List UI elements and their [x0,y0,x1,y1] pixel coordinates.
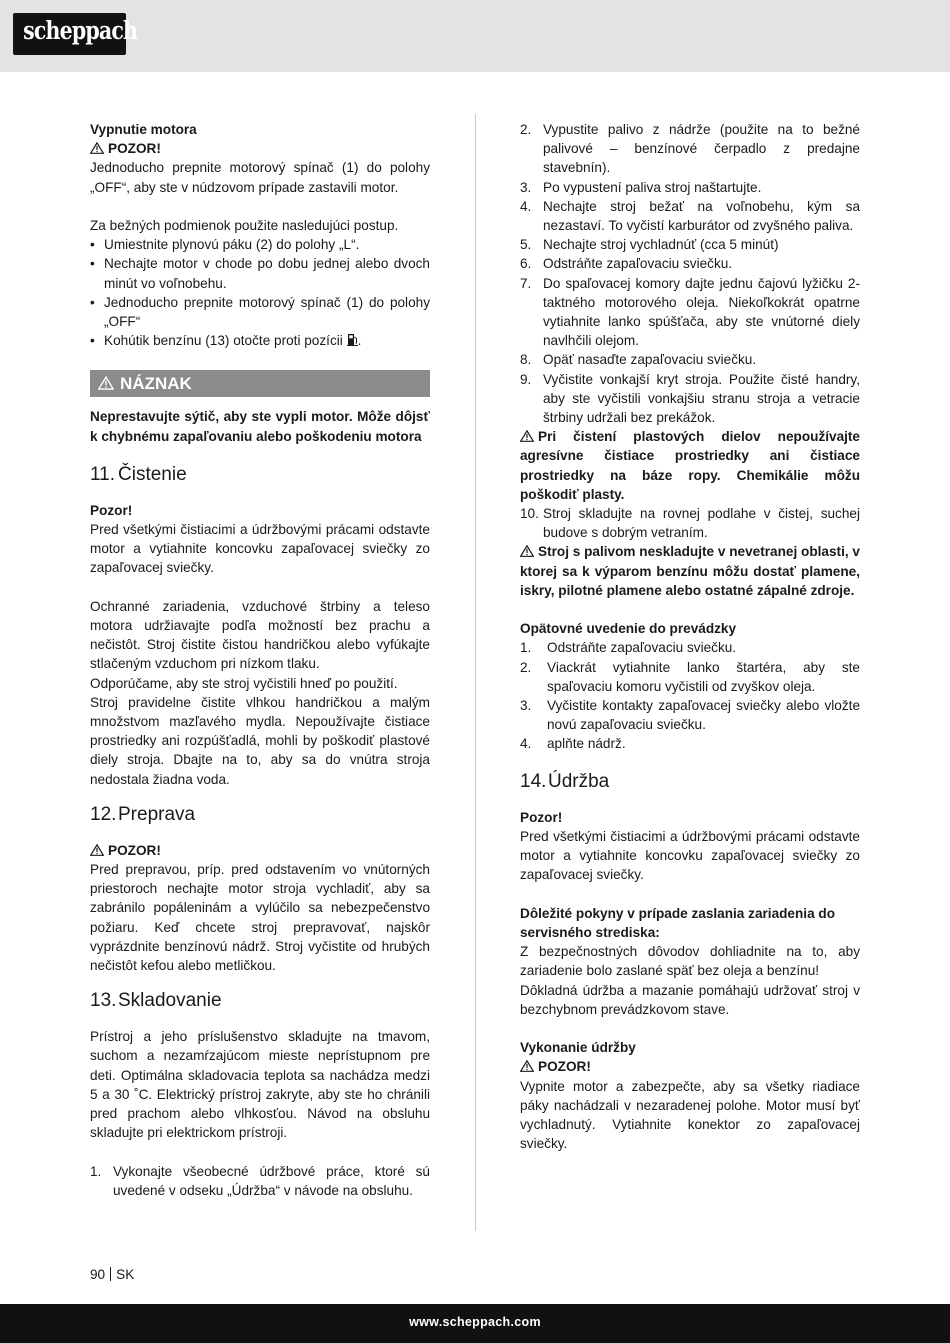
paragraph: Stroj pravidelne čistite vlhkou handričkou a malým množstvom mazľavého mydla. Nepoužívajte čistiace prostriedky ani rozpúšťadlá, mohli by poškodiť plastové diely stroja. Dbajte na to, aby sa do vnútra stroja nedostala žiadna voda. [90,694,430,787]
numbered-list [90,1162,430,1200]
warning-icon [90,844,104,856]
warning-icon [520,545,534,557]
section-heading-maintenance: 14.Údržba [520,770,610,792]
paragraph: Za bežných podmienok použite nasledujúci postup. [90,218,399,233]
page-number: 90 SK [90,1267,135,1282]
list-item: • Nechajte motor v chode po dobu jednej alebo dvoch minút vo voľnobehu. [90,254,430,292]
caution-label: POZOR! [520,1057,860,1076]
list-item: 6. Odstráňte zapaľovaciu sviečku. [520,256,733,272]
notice-banner: NÁZNAK [90,370,430,397]
numbered-list [520,504,860,542]
warning-text: Stroj s palivom neskladujte v nevetranej oblasti, v ktorej sa k výparom benzínu môžu dostať plamene, iskry, pilotné plamene alebo ostatné zápalné zdroje. [520,544,860,598]
bullet-list [90,235,430,350]
list-item: • Jednoducho prepnite motorový spínač (1) do polohy „OFF“ [90,293,430,331]
paragraph: Vypnite motor a zabezpečte, aby sa všetky riadiace páky nachádzali v nezaradenej polohe. Motor musí byť vychladnutý. Vytiahnite konektor zo zapaľovacej sviečky. [520,1078,860,1152]
warning-icon [520,430,534,442]
paragraph: Pred prepravou, príp. pred odstavením vo vnútorných priestoroch nechajte motor stroja vychladiť, aby sa zabránilo popáleninám a vylúčilo sa nebezpečenstvo požiaru. Keď chcete stroj prepravovať, najskôr vyprázdnite benzínovú nádrž. Stroj vyčistite od hrubých nečistôt kefou alebo metličkou. [90,862,430,974]
paragraph: Pred všetkými čistiacimi a údržbovými prácami odstavte motor a vytiahnite koncovku zapaľovacej sviečky zo zapaľovacej sviečky. [520,828,860,883]
numbered-list [520,120,860,427]
website-link[interactable]: www.scheppach.com [409,1315,541,1329]
maintenance-heading: Vykonanie údržby [520,1040,636,1056]
warning-text: Pri čistení plastových dielov nepoužívajte agresívne čistiace prostriedky ani čistiace prostriedky na báze ropy. Chemikálie môžu poškodiť plasty. [520,429,860,502]
list-item: 2. Viackrát vytiahnite lanko štartéra, aby ste spaľovaciu komoru vyčistili od zvyškov oleja. [520,659,860,694]
caution-label: Pozor! [520,809,563,825]
list-item: 9. Vyčistite vonkajší kryt stroja. Použite čisté handry, aby ste vyčistili vonkajšiu stranu stroja a vetracie štrbiny udržali bez prekážok. [520,371,860,426]
warning-icon [520,1060,534,1072]
paragraph: Odporúčame, aby ste stroj vyčistili hneď po použití. [90,675,398,691]
paragraph: Z bezpečnostných dôvodov dohliadnite na to, aby zariadenie bolo zaslané späť bez oleja a benzínu! [520,944,860,979]
right-column [520,120,860,1153]
list-item: 3. Po vypustení paliva stroj naštartujte. [520,179,762,195]
warning-icon [98,376,114,390]
caution-label: POZOR! [90,139,430,158]
column-divider [475,114,476,1231]
brand-logo-text: scheppach [23,16,138,45]
notice-text: Neprestavujte sýtič, aby ste vypli motor. Môže dôjsť k chybnému zapaľovaniu alebo poškodeniu motora [90,409,430,444]
warning-icon [90,142,104,154]
engine-off-heading: Vypnutie motora [90,122,197,137]
section-heading-cleaning: 11. Čistenie [90,463,187,485]
list-item: 10. Stroj skladujte na rovnej podlahe v čistej, suchej budove s dobrým vetraním. [520,506,860,541]
left-column [90,120,430,1200]
service-heading: Dôležité pokyny v prípade zaslania zariadenia do servisného strediska: [520,905,836,940]
list-item: 1. Odstráňte zapaľovaciu sviečku. [520,640,737,656]
list-item: • Kohútik benzínu (13) otočte proti pozícii . [90,331,430,350]
list-item: 7. Do spaľovacej komory dajte jednu čajovú lyžičku 2-taktného motorového oleja. Niekoľkokrát opatrne vytiahnite lanko spúšťača, aby ste vnútorné diely navlhčili olejom. [520,275,860,349]
caution-label: Pozor! [90,502,133,518]
list-item: 4. Nechajte stroj bežať na voľnobehu, kým sa nezastaví. To vyčistí karburátor od zvyšného paliva. [520,198,860,234]
paragraph: Ochranné zariadenia, vzduchové štrbiny a teleso motora udržiavajte podľa možností bez prachu a nečistôt. Stroj čistite čistou handričkou alebo vyfúkajte stlačeným vzduchom pri nízkom tlaku. [90,598,430,672]
fuel-off-icon [347,333,358,346]
list-item: • Umiestnite plynovú páku (2) do polohy „L“. [90,235,430,254]
list-item: 2. Vypustite palivo z nádrže (použite na to bežné palivové – benzínové čerpadlo z predajne stavebnín). [520,122,860,176]
section-heading-storage: 13.Skladovanie [90,990,222,1012]
brand-logo [13,13,138,55]
list-item: 1. Vykonajte všeobecné údržbové práce, ktoré sú uvedené v odseku „Údržba“ v návode na obsluhu. [90,1163,430,1198]
list-item: 8. Opäť nasaďte zapaľovaciu sviečku. [520,352,757,368]
list-item: 4. aplňte nádrž. [520,736,626,752]
numbered-list [520,638,860,753]
header-bar [0,0,950,72]
paragraph: Jednoducho prepnite motorový spínač (1) do polohy „OFF“, aby ste v núdzovom prípade zastavili motor. [90,160,430,195]
paragraph: Dôkladná údržba a mazanie pomáhajú udržovať stroj v bezchybnom prevádzkovom stave. [520,982,860,1017]
list-item: 5. Nechajte stroj vychladnúť (cca 5 minút) [520,237,779,253]
restart-heading: Opätovné uvedenie do prevádzky [520,621,737,637]
list-item: 3. Vyčistite kontakty zapaľovacej sviečky alebo vložte novú zapaľovaciu sviečku. [520,698,860,733]
paragraph: Pred všetkými čistiacimi a údržbovými prácami odstavte motor a vytiahnite koncovku zapaľovacej sviečky zo zapaľovacej sviečky. [90,522,430,576]
section-heading-transport: 12.Preprava [90,803,196,825]
caution-label: POZOR! [90,841,430,860]
footer-bar [0,1304,950,1343]
paragraph: Prístroj a jeho príslušenstvo skladujte na tmavom, suchom a nezamŕzajúcom mieste neprístupnom pre deti. Optimálna skladovacia teplota sa nachádza medzi 5 a 30 ˚C. Elektrický prístroj zakryte, aby ste ho chránili pred prachom alebo vlhkosťou. Návod na obsluhu skladujte pri elektrickom prístroji. [90,1029,430,1141]
